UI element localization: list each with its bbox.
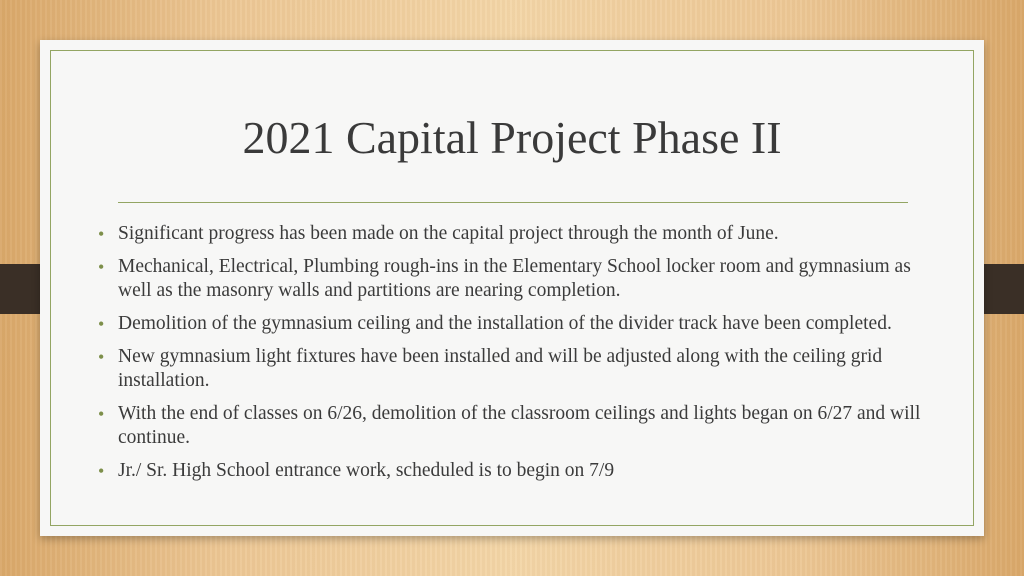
bullet-text: Significant progress has been made on the capital project through the month of June. — [118, 223, 779, 244]
bullet-dot: • — [98, 347, 105, 367]
bullet-list — [98, 222, 928, 492]
bullet-item-5 — [98, 402, 928, 450]
bullet-dot: • — [98, 461, 105, 481]
slide-title: 2021 Capital Project Phase II — [242, 112, 782, 163]
bullet-dot: • — [98, 224, 105, 244]
bullet-item-4 — [98, 345, 928, 393]
bullet-text: Jr./ Sr. High School entrance work, scheduled is to begin on 7/9 — [118, 460, 615, 481]
slide-card — [40, 40, 984, 536]
bullet-text: Demolition of the gymnasium ceiling and the installation of the divider track have been completed. — [118, 313, 892, 334]
bullet-text: With the end of classes on 6/26, demolition of the classroom ceilings and lights began on 6/27 and will continue. — [118, 403, 921, 448]
bullet-item-2 — [98, 255, 928, 303]
bullet-text: Mechanical, Electrical, Plumbing rough-ins in the Elementary School locker room and gymnasium as well as the masonry walls and partitions are nearing completion. — [118, 256, 911, 301]
bullet-item-6 — [98, 459, 928, 483]
bullet-dot: • — [98, 404, 105, 424]
right-edge-tab — [984, 264, 1024, 314]
title-divider — [118, 202, 908, 203]
bullet-dot: • — [98, 257, 105, 277]
bullet-item-3 — [98, 312, 928, 336]
left-edge-tab — [0, 264, 40, 314]
bullet-dot: • — [98, 314, 105, 334]
bullet-text: New gymnasium light fixtures have been installed and will be adjusted along with the ceiling grid installation. — [118, 346, 883, 391]
bullet-item-1 — [98, 222, 928, 246]
